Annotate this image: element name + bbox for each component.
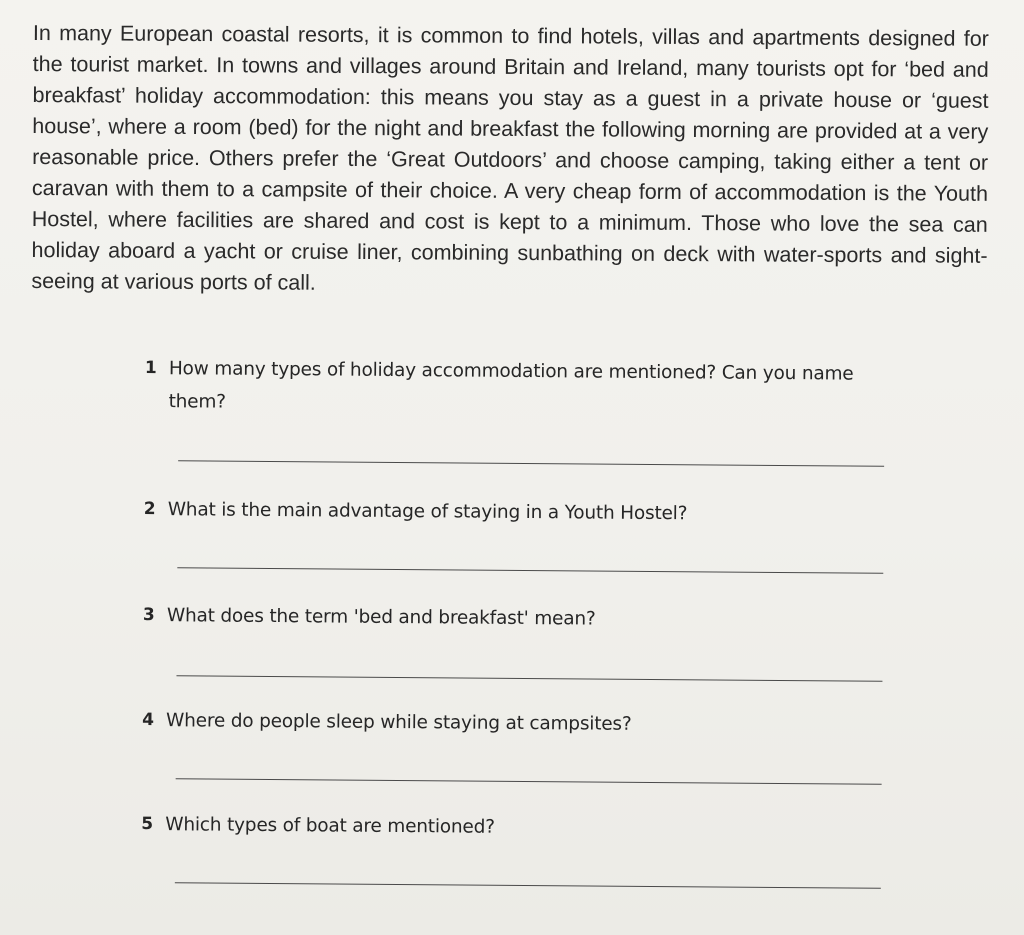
answer-line[interactable]	[175, 882, 881, 889]
answer-line[interactable]	[176, 675, 882, 682]
question-number: 5	[141, 813, 154, 835]
question-text: What is the main advantage of staying in a Youth Hostel?	[167, 499, 688, 525]
question-2	[144, 493, 904, 532]
question-number: 4	[142, 709, 155, 731]
answer-line[interactable]	[178, 460, 884, 467]
question-1	[144, 352, 904, 424]
question-text: How many types of holiday accommodation are mentioned? Can you name them?	[168, 358, 854, 413]
question-4	[142, 704, 902, 743]
question-text: What does the term 'bed and breakfast' mean?	[166, 605, 596, 630]
answer-line[interactable]	[176, 778, 882, 785]
question-number: 1	[144, 357, 157, 379]
question-number: 3	[142, 604, 155, 626]
question-text: Which types of boat are mentioned?	[165, 814, 495, 838]
question-5	[141, 808, 901, 847]
question-number: 2	[143, 498, 156, 520]
question-list	[141, 352, 905, 838]
question-3	[143, 599, 903, 638]
answer-line[interactable]	[177, 567, 883, 574]
question-text: Where do people sleep while staying at campsites?	[166, 710, 632, 735]
reading-passage: In many European coastal resorts, it is common to find hotels, villas and apartments designed for the tourist market. In towns and villages around Britain and Ireland, many tourists opt for ‘bed and breakfast’ holiday accommodation: this means you stay as a guest in a private house or ‘guest house’, where a room (bed) for the night and breakfast the following morning are provided at a very reasonable price. Others prefer the ‘Great Outdoors’ and choose camping, taking either a tent or caravan with them to a campsite of their choice. A very cheap form of accommodation is the Youth Hostel, where facilities are shared and cost is kept to a minimum. Those who love the sea can holiday aboard a yacht or cruise liner, combining sunbathing on deck with water-sports and sight-seeing at various ports of call.	[31, 20, 989, 295]
